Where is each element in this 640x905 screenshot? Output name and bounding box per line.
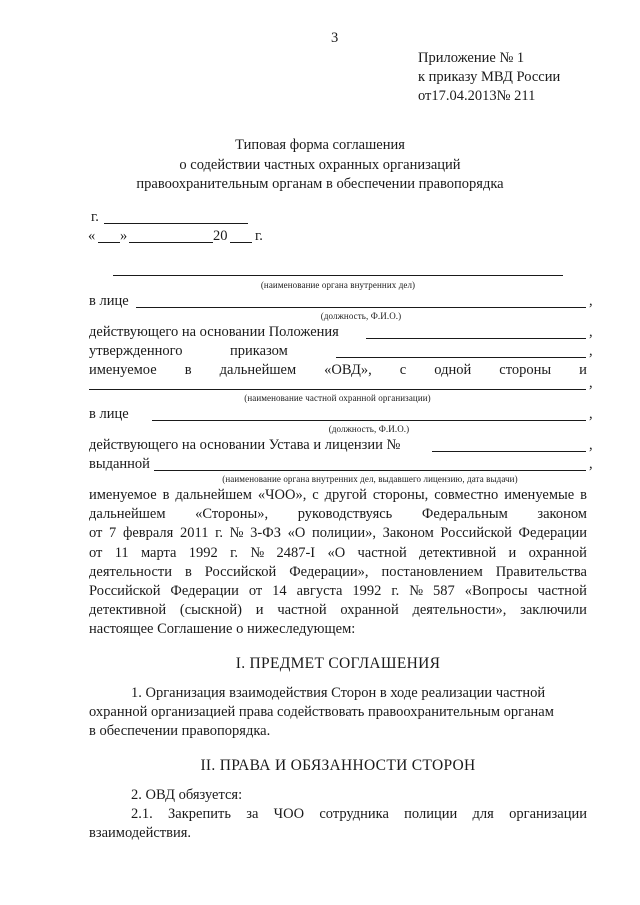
word: «ЧОО», — [257, 487, 307, 503]
comma: , — [589, 324, 593, 340]
word: в — [162, 487, 170, 503]
title-line-3: правоохранительным органам в обеспечении правопорядка — [136, 176, 504, 192]
word: в — [580, 487, 587, 503]
date-quote-open: « — [88, 228, 96, 244]
word: дальнейшем — [89, 506, 166, 522]
word: охранной — [340, 602, 399, 618]
word: Российской — [204, 564, 277, 580]
title-line-2: о содействии частных охранных организаций — [179, 157, 461, 173]
year-blank — [230, 242, 252, 243]
word: полиции — [404, 806, 458, 822]
caption-license-issuer: (наименование органа внутренних дел, выдавшего лицензию, дата выдачи) — [222, 474, 518, 484]
paragraph-line — [89, 602, 587, 619]
word: за — [246, 806, 259, 822]
word: с — [312, 487, 319, 503]
word: заключили — [520, 602, 587, 618]
caption-ovd-name: (наименование органа внутренних дел) — [260, 280, 416, 290]
year-prefix: 20 — [213, 228, 228, 244]
word: детективной — [89, 602, 167, 618]
word: г. — [230, 545, 239, 561]
comma: , — [589, 375, 593, 391]
paragraph-line — [89, 525, 587, 542]
caption-position-1: (должность, Ф.И.О.) — [320, 311, 402, 321]
word: «О — [327, 545, 346, 561]
word: Федерации», — [289, 564, 369, 580]
word: № — [229, 525, 244, 541]
word: от — [248, 583, 263, 599]
word: другой — [324, 487, 367, 503]
word: именуемое — [89, 487, 157, 503]
word: марта — [140, 545, 177, 561]
word: г. — [215, 525, 224, 541]
word: № — [250, 545, 265, 561]
word: № — [409, 583, 424, 599]
word: стороны, — [372, 487, 429, 503]
word: и — [255, 602, 264, 618]
word: именуемое — [89, 362, 157, 378]
approved-word-2: приказом — [230, 343, 288, 359]
word: февраля — [122, 525, 174, 541]
word: 7 — [109, 525, 117, 541]
section-1-heading: I. ПРЕДМЕТ СОГЛАШЕНИЯ — [235, 655, 441, 672]
word: деятельности», — [412, 602, 507, 618]
word: Федеральным — [421, 506, 508, 522]
word: сотрудника — [319, 806, 389, 822]
word: охранной — [528, 545, 587, 561]
section-2-heading: II. ПРАВА И ОБЯЗАННОСТИ СТОРОН — [200, 757, 476, 774]
section-1-p1-line-2: охранной организацией права содействовать правоохранительным органам — [89, 704, 554, 720]
word: Законом — [382, 525, 434, 541]
month-blank — [129, 242, 213, 243]
word: (сыскной) — [179, 602, 243, 618]
word: 2487-I — [276, 545, 316, 561]
comma: , — [589, 343, 593, 359]
word: Российской — [89, 583, 161, 599]
word: частной — [357, 545, 407, 561]
approved-word-1: утвержденного — [89, 343, 183, 359]
caption-chop-name: (наименование частной охранной организации) — [244, 393, 431, 403]
word: дальнейшем — [175, 487, 252, 503]
section-1-p1-line-3: в обеспечении правопорядка. — [89, 723, 271, 739]
section-1-p1-line-1: 1. Организация взаимодействия Сторон в ходе реализации частной — [131, 685, 546, 701]
word: одной — [434, 362, 472, 378]
word: Правительства — [495, 564, 587, 580]
word: постановлением — [381, 564, 483, 580]
caption-position-2: (должность, Ф.И.О.) — [328, 424, 410, 434]
acting-ustav-label: действующего на основании Устава и лицензии № — [89, 437, 401, 453]
word: частной — [537, 583, 587, 599]
comma: , — [589, 456, 593, 472]
in-person-label-1: в лице — [89, 293, 129, 309]
word: деятельности — [89, 564, 173, 580]
word: 1992 — [352, 583, 382, 599]
word: Федерации — [170, 583, 239, 599]
word: законом — [537, 506, 587, 522]
word: частной — [277, 602, 327, 618]
issued-label: выданной — [89, 456, 150, 472]
order-blank — [336, 357, 586, 358]
section-2-p21-line-1 — [131, 806, 587, 823]
appendix-line-2: к приказу МВД России — [418, 69, 561, 85]
word: стороны — [499, 362, 552, 378]
in-person-label-2: в лице — [89, 406, 129, 422]
city-prefix: г. — [91, 209, 99, 225]
year-suffix: г. — [255, 228, 263, 244]
paragraph-line — [89, 564, 587, 581]
paragraph-line — [89, 506, 587, 523]
word: организации — [509, 806, 587, 822]
word: ЧОО — [273, 806, 305, 822]
word: и — [579, 362, 587, 378]
word: именуемые — [504, 487, 575, 503]
appendix-line-3: от17.04.2013№ 211 — [418, 88, 536, 104]
word: совместно — [434, 487, 499, 503]
word: Закрепить — [168, 806, 231, 822]
paragraph-line-last: настоящее Соглашение о нижеследующем: — [89, 621, 356, 637]
paragraph-line — [89, 487, 587, 504]
word: г. — [391, 583, 400, 599]
date-quote-close: » — [120, 228, 128, 244]
word: 2.1. — [131, 806, 153, 822]
word: для — [472, 806, 494, 822]
word: «Вопросы — [464, 583, 528, 599]
ovd-name-blank — [113, 275, 563, 276]
comma: , — [589, 437, 593, 453]
day-blank — [98, 242, 120, 243]
word: в — [184, 362, 192, 378]
word: руководствуясь — [297, 506, 393, 522]
word: 3-ФЗ — [250, 525, 281, 541]
appendix-line-1: Приложение № 1 — [418, 50, 525, 66]
person-blank-1 — [136, 307, 586, 308]
paragraph-line — [89, 545, 587, 562]
word: «Стороны», — [195, 506, 269, 522]
word: дальнейшем — [219, 362, 297, 378]
paragraph-line — [89, 583, 587, 600]
word: в — [184, 564, 192, 580]
issuer-blank — [154, 470, 586, 471]
word: от — [89, 545, 103, 561]
word: Российской — [440, 525, 512, 541]
comma: , — [589, 406, 593, 422]
word: 2011 — [179, 525, 209, 541]
word: августа — [296, 583, 343, 599]
city-blank — [104, 223, 248, 224]
word: «ОВД», — [324, 362, 372, 378]
word: и — [508, 545, 517, 561]
word: полиции», — [311, 525, 376, 541]
word: с — [399, 362, 407, 378]
title-line-1: Типовая форма соглашения — [235, 137, 405, 153]
word: от — [89, 525, 103, 541]
word: детективной — [419, 545, 497, 561]
word: Федерации — [518, 525, 587, 541]
word: 14 — [272, 583, 287, 599]
word: 11 — [114, 545, 129, 561]
section-2-p2: 2. ОВД обязуется: — [131, 787, 243, 803]
chop-name-blank — [89, 389, 586, 390]
acting-polozh-label: действующего на основании Положения — [89, 324, 339, 340]
license-number-blank — [432, 451, 586, 452]
word: «О — [287, 525, 306, 541]
named-ovd-line — [89, 362, 587, 379]
page-number: 3 — [331, 30, 339, 46]
section-2-p21-line-2: взаимодействия. — [89, 825, 192, 841]
word: 1992 — [188, 545, 218, 561]
polozh-blank — [366, 338, 586, 339]
comma: , — [589, 293, 593, 309]
person-blank-2 — [152, 420, 586, 421]
word: 587 — [433, 583, 455, 599]
